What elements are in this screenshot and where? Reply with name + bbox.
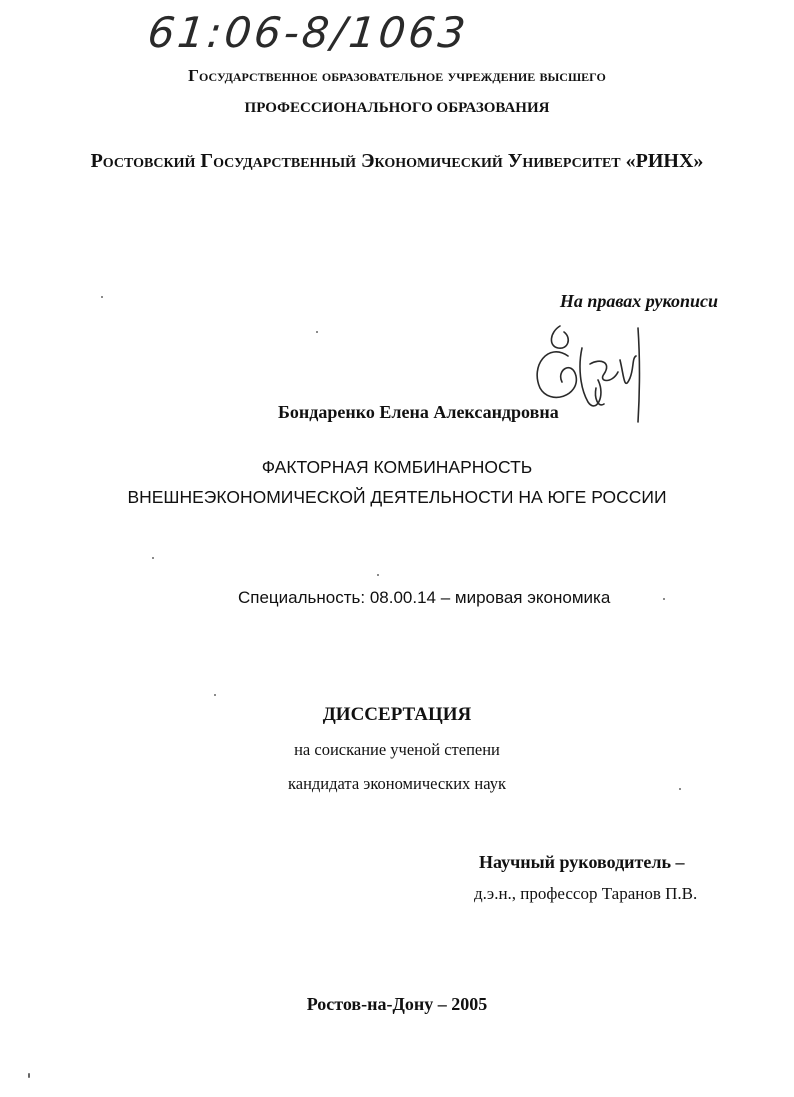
university-name: Ростовский Государственный Экономический Университет «РИНХ» bbox=[90, 150, 704, 172]
document-type: ДИССЕРТАЦИЯ bbox=[322, 704, 472, 725]
scan-speck bbox=[28, 1073, 30, 1078]
thesis-title-line-2: ВНЕШНЕЭКОНОМИЧЕСКОЙ ДЕЯТЕЛЬНОСТИ НА ЮГЕ РОССИИ bbox=[127, 487, 667, 507]
archive-stamp-handwritten: 61:06-8/1063 bbox=[145, 8, 471, 57]
institution-line-1: Государственное образовательное учреждение высшего bbox=[188, 66, 606, 85]
thesis-title-line-1: ФАКТОРНАЯ КОМБИНАРНОСТЬ bbox=[261, 457, 533, 477]
author-name: Бондаренко Елена Александровна bbox=[278, 402, 559, 422]
degree-line-1: на соискание ученой степени bbox=[294, 740, 500, 759]
degree-line-2: кандидата экономических наук bbox=[287, 774, 506, 793]
city-year: Ростов-на-Дону – 2005 bbox=[306, 994, 488, 1014]
specialty: Специальность: 08.00.14 – мировая экономика bbox=[238, 588, 611, 607]
institution-line-2: ПРОФЕССИОНАЛЬНОГО ОБРАЗОВАНИЯ bbox=[244, 100, 550, 116]
scan-speck bbox=[679, 788, 681, 790]
scan-speck bbox=[663, 598, 665, 600]
rights-note: На правах рукописи bbox=[559, 291, 718, 311]
scan-speck bbox=[152, 557, 154, 559]
supervisor-label: Научный руководитель – bbox=[479, 852, 685, 872]
supervisor-name: д.э.н., профессор Таранов П.В. bbox=[474, 884, 698, 903]
scan-speck bbox=[377, 574, 379, 576]
scan-speck bbox=[316, 331, 318, 333]
scan-speck bbox=[101, 296, 103, 298]
scan-speck bbox=[214, 694, 216, 696]
